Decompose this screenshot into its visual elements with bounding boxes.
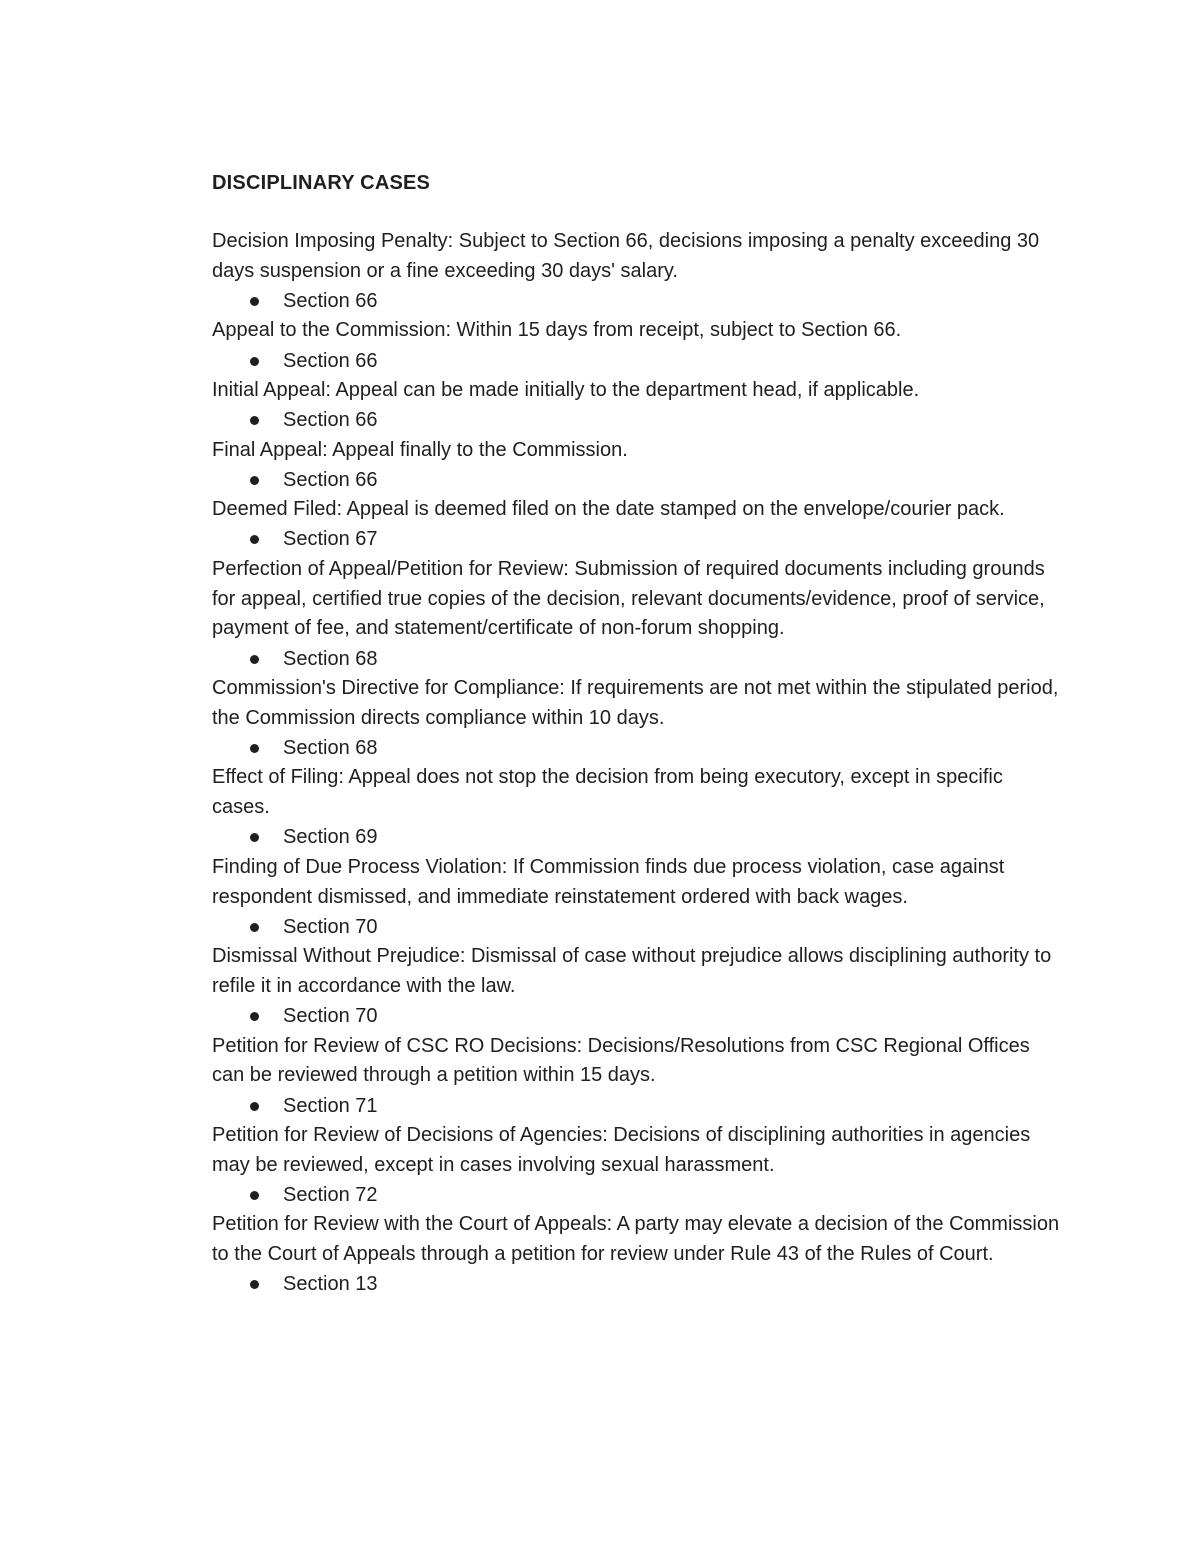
entry-text: Deemed Filed: Appeal is deemed filed on the date stamped on the envelope/courier pack. (212, 498, 1005, 521)
section-label: Section 70 (283, 915, 378, 938)
entry-review-court-of-appeals (212, 1210, 1060, 1299)
entry-dismissal-without-prejudice (212, 942, 1060, 1031)
bullet-icon (250, 535, 259, 544)
entry-perfection-of-appeal (212, 555, 1060, 674)
bullet-icon (250, 297, 259, 306)
bullet-icon (250, 1102, 259, 1111)
bullet-icon (250, 923, 259, 932)
entry-text: Finding of Due Process Violation: If Commission finds due process violation, case against respondent dismissed, and immediate reinstatement ordered with back wages. (212, 855, 1005, 908)
entry-initial-appeal (212, 376, 1060, 436)
section-bullet (212, 1181, 1060, 1211)
section-bullet (212, 287, 1060, 317)
entry-decision-imposing-penalty (212, 227, 1060, 316)
section-label: Section 68 (283, 736, 378, 759)
section-bullet (212, 346, 1060, 376)
entry-text: Petition for Review of CSC RO Decisions: Decisions/Resolutions from CSC Regional Offices can be reviewed through a petition within 15 days. (212, 1034, 1030, 1087)
entry-directive-for-compliance (212, 674, 1060, 763)
entry-text: Final Appeal: Appeal finally to the Commission. (212, 438, 628, 461)
entry-text: Decision Imposing Penalty: Subject to Section 66, decisions imposing a penalty exceeding 30 days suspension or a fine exceeding 30 days' salary. (212, 230, 1040, 282)
entry-final-appeal (212, 436, 1060, 496)
section-bullet (212, 406, 1060, 436)
section-bullet (212, 525, 1060, 555)
entry-text: Initial Appeal: Appeal can be made initially to the department head, if applicable. (212, 378, 920, 401)
section-label: Section 67 (283, 528, 378, 551)
section-label: Section 66 (283, 349, 378, 372)
section-label: Section 71 (283, 1094, 378, 1117)
entry-due-process-violation (212, 853, 1060, 942)
bullet-icon (250, 357, 259, 366)
section-label: Section 13 (283, 1273, 378, 1296)
bullet-icon (250, 416, 259, 425)
section-label: Section 70 (283, 1005, 378, 1028)
section-label: Section 69 (283, 826, 378, 849)
section-label: Section 66 (283, 289, 378, 312)
section-bullet (212, 823, 1060, 853)
section-label: Section 68 (283, 647, 378, 670)
bullet-icon (250, 1012, 259, 1021)
section-bullet (212, 1091, 1060, 1121)
document-title: DISCIPLINARY CASES (212, 172, 431, 194)
entry-text: Perfection of Appeal/Petition for Review: Submission of required documents including grounds for appeal, certified true copies of the decision, relevant documents/evidence, proof of service, payment of fee, and statement/certificate of non-forum shopping. (212, 557, 1045, 640)
entry-effect-of-filing (212, 763, 1060, 852)
section-bullet (212, 1002, 1060, 1032)
bullet-icon (250, 1280, 259, 1289)
entry-text: Appeal to the Commission: Within 15 days from receipt, subject to Section 66. (212, 319, 902, 342)
section-bullet (212, 644, 1060, 674)
section-bullet (212, 465, 1060, 495)
entry-text: Petition for Review with the Court of Appeals: A party may elevate a decision of the Commission to the Court of Appeals through a petition for review under Rule 43 of the Rules of Court. (212, 1213, 1060, 1266)
section-label: Section 66 (283, 468, 378, 491)
section-label: Section 66 (283, 409, 378, 432)
entry-appeal-to-commission (212, 316, 1060, 376)
entry-review-csc-ro-decisions (212, 1032, 1060, 1121)
entry-text: Dismissal Without Prejudice: Dismissal of case without prejudice allows disciplining authority to refile it in accordance with the law. (212, 945, 1052, 997)
section-label: Section 72 (283, 1183, 378, 1206)
entry-text: Petition for Review of Decisions of Agencies: Decisions of disciplining authorities in agencies may be reviewed, except in cases involving sexual harassment. (212, 1123, 1031, 1176)
section-bullet (212, 1270, 1060, 1300)
entry-text: Commission's Directive for Compliance: If requirements are not met within the stipulated period, the Commission directs compliance within 10 days. (212, 676, 1059, 729)
bullet-icon (250, 833, 259, 842)
entry-review-agency-decisions (212, 1121, 1060, 1210)
entry-text: Effect of Filing: Appeal does not stop the decision from being executory, except in specific cases. (212, 766, 1003, 819)
bullet-icon (250, 1191, 259, 1200)
section-bullet (212, 734, 1060, 764)
entry-deemed-filed (212, 495, 1060, 555)
bullet-icon (250, 744, 259, 753)
section-bullet (212, 912, 1060, 942)
bullet-icon (250, 655, 259, 664)
bullet-icon (250, 476, 259, 485)
